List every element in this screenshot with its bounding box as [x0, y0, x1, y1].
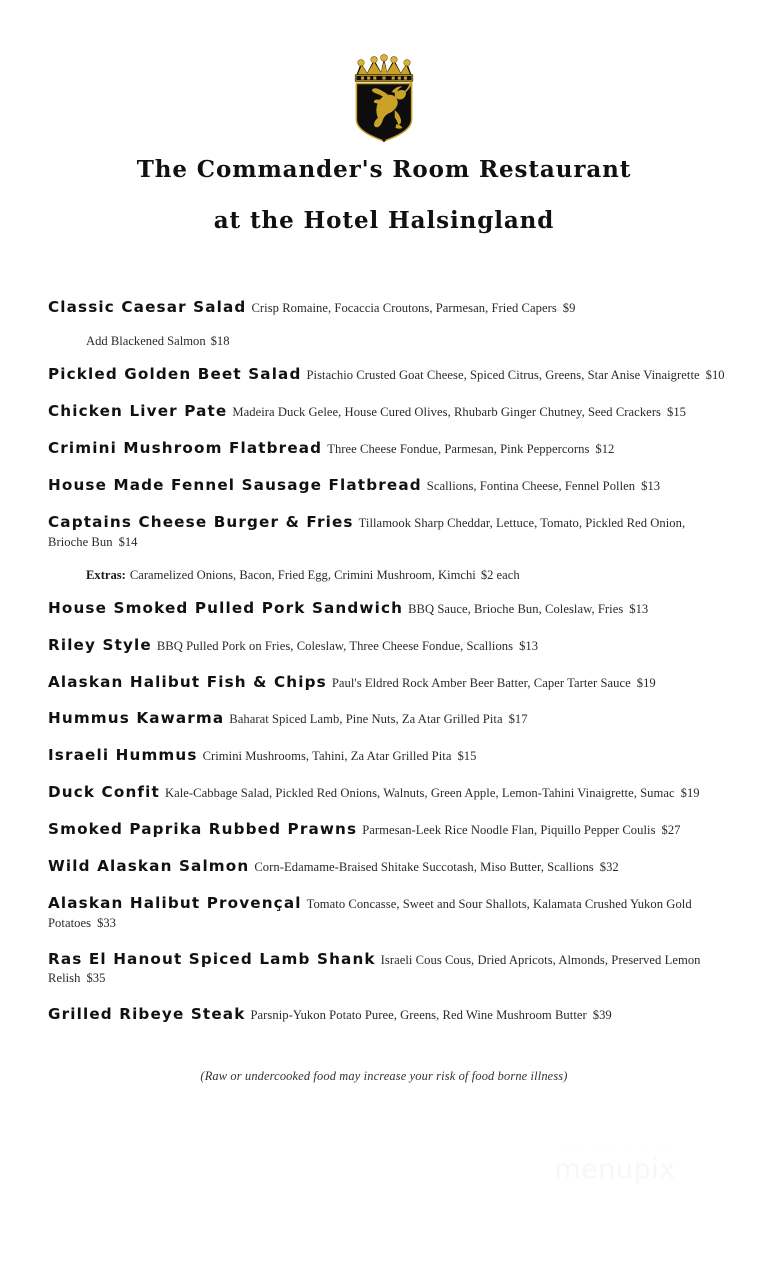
menu-item-price: $32: [599, 859, 619, 874]
menu-item: [48, 440, 728, 459]
menu-item-name: Pickled Golden Beet Salad: [48, 365, 302, 384]
menu-item-price: $33: [97, 915, 116, 930]
crest-header: [0, 0, 768, 144]
menu-item-description: Israeli Cous Cous, Dried Apricots, Almonds, Preserved Lemon Relish: [48, 952, 701, 986]
menu-item: [48, 1006, 728, 1025]
menu-item: [48, 951, 728, 989]
menu-item: [48, 600, 728, 619]
food-safety-disclaimer: (Raw or undercooked food may increase your risk of food borne illness): [200, 1069, 568, 1084]
menu-item-description: Tillamook Sharp Cheddar, Lettuce, Tomato, Pickled Red Onion, Brioche Bun: [48, 515, 686, 549]
menu-item-name: Chicken Liver Pate: [48, 402, 228, 421]
menu-item-addon-text: Add Blackened Salmon: [86, 334, 206, 349]
menu-item-price: $27: [661, 823, 681, 838]
menu-item-extras-price: $2 each: [480, 567, 520, 582]
menu-item-price: $39: [592, 1008, 612, 1023]
menu-item-description: Kale-Cabbage Salad, Pickled Red Onions, Walnuts, Green Apple, Lemon-Tahini Vinaigrette, Sumac: [164, 786, 675, 801]
menu-item: [48, 710, 728, 729]
menu-item: [48, 299, 728, 318]
menu-item-description: Tomato Concasse, Sweet and Sour Shallots, Kalamata Crushed Yukon Gold Potatoes: [48, 896, 692, 930]
menu-item-name: Israeli Hummus: [48, 746, 198, 765]
restaurant-title-block: [0, 158, 768, 233]
menu-item-name: Riley Style: [48, 635, 152, 654]
menu-item-name: Smoked Paprika Rubbed Prawns: [48, 820, 358, 839]
menu-item-description: Parsnip-Yukon Potato Puree, Greens, Red Wine Mushroom Butter: [250, 1008, 587, 1023]
menu-item-price: $13: [519, 638, 538, 653]
menu-item-price: $17: [508, 712, 528, 727]
menu-item-description: BBQ Pulled Pork on Fries, Coleslaw, Three Cheese Fondue, Scallions: [156, 638, 514, 653]
menu-item-price: $9: [562, 301, 576, 316]
menu-item: [48, 366, 728, 385]
menu-item-price: $19: [680, 786, 700, 801]
menu-item: [48, 784, 728, 803]
menu-item: [48, 403, 728, 422]
menu-item-price: $15: [667, 405, 686, 420]
menu-item-price: $15: [457, 749, 477, 764]
menu-item-price: $13: [629, 601, 649, 616]
menu-item-name: Alaskan Halibut Provençal: [48, 893, 302, 912]
menu-item-price: $19: [636, 675, 656, 690]
menu-item-description: Pistachio Crusted Goat Cheese, Spiced Citrus, Greens, Star Anise Vinaigrette: [306, 368, 700, 383]
menu-item-name: House Made Fennel Sausage Flatbread: [48, 475, 422, 494]
menu-item: [48, 477, 728, 496]
menu-item-extras: [48, 565, 728, 584]
menu-list: [0, 299, 768, 1025]
watermark-text: menupix: [554, 1154, 676, 1186]
menu-item-name: Classic Caesar Salad: [48, 298, 247, 317]
page-title: The Commander's Room Restaurant: [136, 156, 632, 183]
menu-item-addon: [48, 331, 728, 350]
menu-item: [48, 747, 728, 766]
menu-item-name: Alaskan Halibut Fish & Chips: [48, 672, 327, 691]
menu-item-description: Baharat Spiced Lamb, Pine Nuts, Za Atar Grilled Pita: [229, 712, 503, 727]
menu-item-description: Parmesan-Leek Rice Noodle Flan, Piquillo Pepper Coulis: [362, 823, 656, 838]
menu-item-price: $12: [595, 442, 615, 457]
menu-item-extras-text: Caramelized Onions, Bacon, Fried Egg, Crimini Mushroom, Kimchi: [129, 567, 476, 582]
crest-lion-crown-icon: [338, 52, 430, 144]
menu-item-name: Duck Confit: [48, 783, 160, 802]
menu-item-description: Madeira Duck Gelee, House Cured Olives, Rhubarb Ginger Chutney, Seed Crackers: [232, 405, 662, 420]
menu-item-name: House Smoked Pulled Pork Sandwich: [48, 598, 404, 617]
page-subtitle: at the Hotel Halsingland: [213, 207, 555, 235]
menu-item-name: Crimini Mushroom Flatbread: [48, 439, 323, 458]
menu-item-description: Corn-Edamame-Braised Shitake Succotash, Miso Butter, Scallions: [254, 859, 594, 874]
menu-item-addon-price: $18: [210, 334, 230, 349]
menu-item-price: $14: [118, 534, 138, 549]
menu-item-name: Hummus Kawarma: [48, 709, 225, 728]
menu-item-price: $35: [86, 971, 106, 986]
watermark-top-line: —— —— — — —: [558, 1140, 672, 1153]
watermark: [520, 1140, 710, 1187]
menu-item: [48, 895, 728, 933]
menu-item-description: Crimini Mushrooms, Tahini, Za Atar Grilled Pita: [202, 749, 452, 764]
menu-item-description: Scallions, Fontina Cheese, Fennel Pollen: [426, 478, 636, 493]
menu-item: [48, 858, 728, 877]
menu-item-extras-label: Extras:: [86, 567, 126, 582]
menu-item: [48, 637, 728, 656]
menu-item-description: Crisp Romaine, Focaccia Croutons, Parmesan, Fried Capers: [251, 301, 557, 316]
menu-item-name: Ras El Hanout Spiced Lamb Shank: [48, 949, 376, 968]
menu-item-name: Captains Cheese Burger & Fries: [48, 512, 354, 531]
menu-item: [48, 674, 728, 693]
menu-item-description: BBQ Sauce, Brioche Bun, Coleslaw, Fries: [408, 601, 624, 616]
menu-item-description: Three Cheese Fondue, Parmesan, Pink Peppercorns: [327, 442, 590, 457]
menu-item-price: $10: [705, 368, 725, 383]
menu-item-price: $13: [641, 478, 661, 493]
menu-item: [48, 821, 728, 840]
menu-item-name: Grilled Ribeye Steak: [48, 1005, 246, 1024]
menu-item-name: Wild Alaskan Salmon: [48, 856, 250, 875]
menu-item-description: Paul's Eldred Rock Amber Beer Batter, Caper Tarter Sauce: [331, 675, 631, 690]
menu-item: [48, 514, 728, 552]
